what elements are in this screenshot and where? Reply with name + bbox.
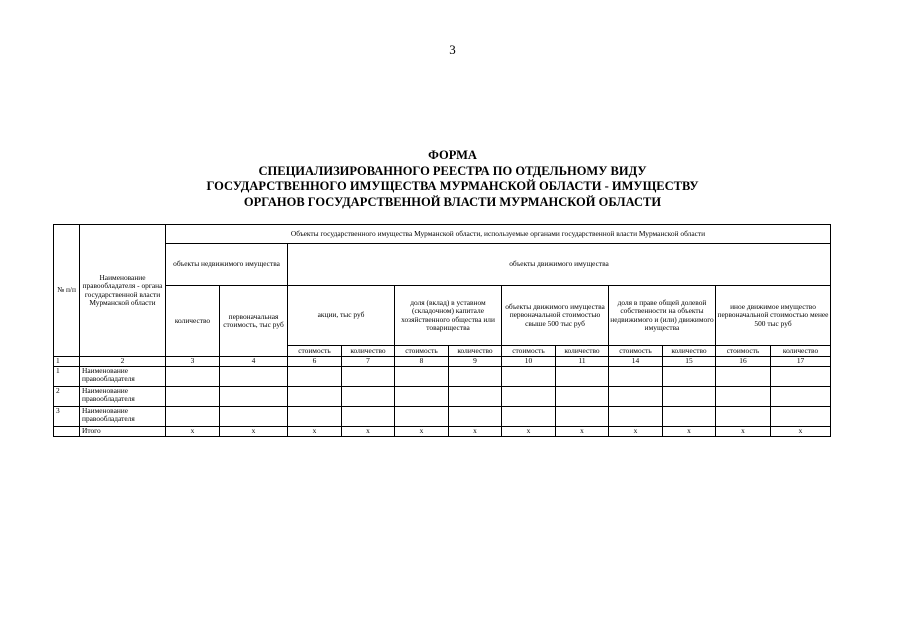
- subheader-quantity: количество: [771, 346, 831, 357]
- table-cell: [716, 387, 771, 407]
- column-number: 11: [556, 357, 609, 367]
- title-line-1: ФОРМА: [428, 148, 477, 162]
- total-marker: х: [342, 427, 395, 437]
- table-cell: [395, 367, 449, 387]
- subheader-quantity: количество: [663, 346, 716, 357]
- table-cell: [771, 407, 831, 427]
- column-number: 17: [771, 357, 831, 367]
- table-cell: [220, 367, 288, 387]
- table-cell: [609, 367, 663, 387]
- header-immovable: объекты недвижимого имущества: [166, 244, 288, 286]
- table-cell: [556, 387, 609, 407]
- total-marker: х: [395, 427, 449, 437]
- header-num: № п/п: [54, 225, 80, 357]
- title-line-2: СПЕЦИАЛИЗИРОВАННОГО РЕЕСТРА ПО ОТДЕЛЬНОМУ ВИДУ: [258, 163, 647, 178]
- column-number: 3: [166, 357, 220, 367]
- table-cell: [502, 367, 556, 387]
- table-cell: [166, 407, 220, 427]
- document-title: [0, 148, 905, 210]
- row-holder-name: Наименование правообладателя: [80, 387, 166, 407]
- table-cell: [609, 387, 663, 407]
- table-cell: [220, 407, 288, 427]
- table-cell: [288, 367, 342, 387]
- total-marker: х: [220, 427, 288, 437]
- subheader-cost: стоимость: [395, 346, 449, 357]
- total-marker: х: [288, 427, 342, 437]
- table-cell: [395, 387, 449, 407]
- header-common-share: доля в праве общей долевой собственности на объекты недвижимого и (или) движимого имущества: [609, 286, 716, 346]
- column-number: 10: [502, 357, 556, 367]
- column-number: 14: [609, 357, 663, 367]
- table-cell: [54, 427, 80, 437]
- column-number: 4: [220, 357, 288, 367]
- column-number: 2: [80, 357, 166, 367]
- column-number: 15: [663, 357, 716, 367]
- table-cell: [609, 407, 663, 427]
- table-cell: [342, 407, 395, 427]
- subheader-cost: стоимость: [609, 346, 663, 357]
- table-cell: [771, 387, 831, 407]
- column-number: 1: [54, 357, 80, 367]
- row-number: 1: [54, 367, 80, 387]
- header-holder: Наименование правообладателя - органа государственной власти Мурманской области: [80, 225, 166, 357]
- header-objects: Объекты государственного имущества Мурманской области, используемые органами государственной власти Мурманской области: [166, 225, 831, 244]
- header-other-movable: иное движимое имущество первоначальной стоимостью менее 500 тыс руб: [716, 286, 831, 346]
- page-number: 3: [449, 42, 456, 57]
- total-marker: х: [502, 427, 556, 437]
- table-cell: [556, 407, 609, 427]
- total-row: [54, 427, 831, 437]
- table-cell: [449, 407, 502, 427]
- header-movable: объекты движимого имущества: [288, 244, 831, 286]
- table-cell: [663, 407, 716, 427]
- total-marker: х: [449, 427, 502, 437]
- subheader-cost: стоимость: [288, 346, 342, 357]
- table-cell: [449, 367, 502, 387]
- subheader-cost: стоимость: [716, 346, 771, 357]
- header-movable-over-500: объекты движимого имущества первоначальной стоимостью свыше 500 тыс руб: [502, 286, 609, 346]
- table-cell: [502, 387, 556, 407]
- table-cell: [449, 387, 502, 407]
- title-line-3: ГОСУДАРСТВЕННОГО ИМУЩЕСТВА МУРМАНСКОЙ ОБЛАСТИ - ИМУЩЕСТВУ: [206, 179, 699, 193]
- column-number: 9: [449, 357, 502, 367]
- table-cell: [502, 407, 556, 427]
- table-cell: [166, 387, 220, 407]
- row-holder-name: Наименование правообладателя: [80, 407, 166, 427]
- total-marker: х: [166, 427, 220, 437]
- table-cell: [220, 387, 288, 407]
- subheader-quantity: количество: [342, 346, 395, 357]
- table-cell: [663, 367, 716, 387]
- table-row: [54, 387, 831, 407]
- total-marker: х: [609, 427, 663, 437]
- column-number: 8: [395, 357, 449, 367]
- registry-table: [53, 224, 831, 437]
- table-cell: [342, 387, 395, 407]
- table-row: [54, 407, 831, 427]
- table-cell: [716, 407, 771, 427]
- header-initial-cost: первоначальная стоимость, тыс руб: [220, 286, 288, 357]
- header-stake: доля (вклад) в уставном (складочном) капитале хозяйственного общества или товарищества: [395, 286, 502, 346]
- subheader-quantity: количество: [556, 346, 609, 357]
- row-number: 3: [54, 407, 80, 427]
- header-quantity: количество: [166, 286, 220, 357]
- table-cell: [395, 407, 449, 427]
- total-marker: х: [716, 427, 771, 437]
- header-shares: акции, тыс руб: [288, 286, 395, 346]
- table-row: [54, 367, 831, 387]
- table-cell: [771, 367, 831, 387]
- total-label: Итого: [80, 427, 166, 437]
- column-number: 7: [342, 357, 395, 367]
- total-marker: х: [556, 427, 609, 437]
- table-cell: [288, 407, 342, 427]
- table-cell: [288, 387, 342, 407]
- column-number: 16: [716, 357, 771, 367]
- table-cell: [342, 367, 395, 387]
- title-line-4: ОРГАНОВ ГОСУДАРСТВЕННОЙ ВЛАСТИ МУРМАНСКОЙ ОБЛАСТИ: [243, 194, 662, 209]
- total-marker: х: [663, 427, 716, 437]
- column-number: 6: [288, 357, 342, 367]
- table-cell: [716, 367, 771, 387]
- subheader-quantity: количество: [449, 346, 502, 357]
- table-cell: [663, 387, 716, 407]
- table-cell: [556, 367, 609, 387]
- row-holder-name: Наименование правообладателя: [80, 367, 166, 387]
- table-cell: [166, 367, 220, 387]
- row-number: 2: [54, 387, 80, 407]
- subheader-cost: стоимость: [502, 346, 556, 357]
- total-marker: х: [771, 427, 831, 437]
